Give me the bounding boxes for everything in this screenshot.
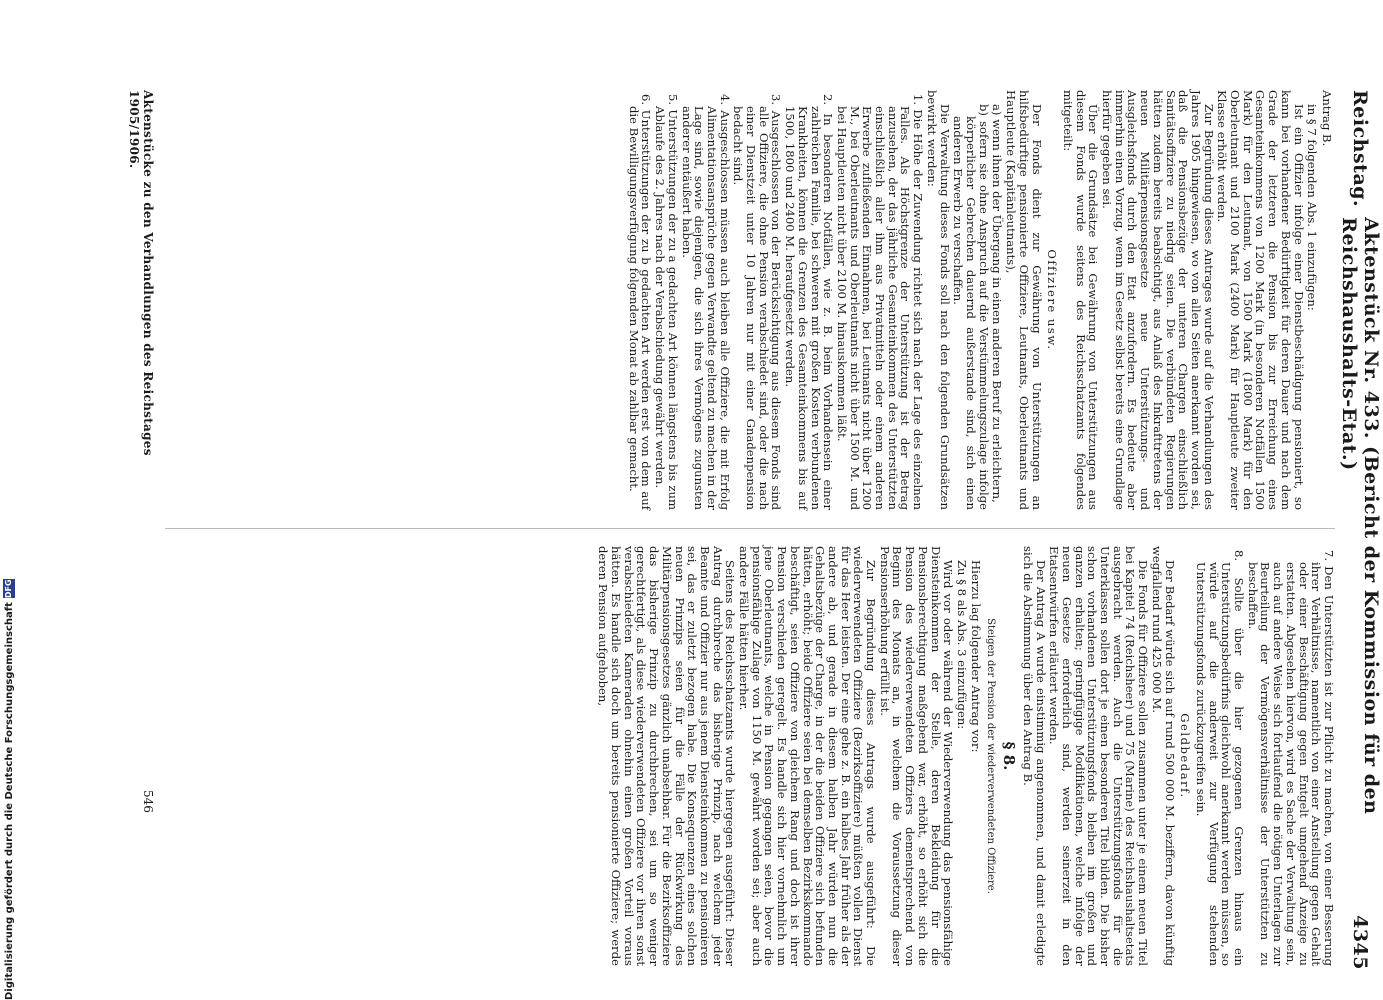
section-heading-money: Geldbedarf. — [1178, 713, 1193, 799]
list-item-5: 5. Unterstützungen der zu a gedachten Art können längstens bis zum Ablaufe des 2. Jahres nach der Verabschiedung gewährt werden. — [653, 94, 680, 510]
header-title: Aktenstück Nr. 433. (Bericht der Kommission für den Reichshaushalts-Etat.) — [1338, 217, 1382, 815]
paragraph: Der Antrag A wurde einstimmig angenommen, und damit erledigte sich die Abstimmung über den Antrag B. — [1020, 546, 1048, 966]
paragraph: Wird vor oder während der Wiederverwendung das pensionsfähige Diensteinkommen der Stelle, deren Bekleidung für die Pensionsberechtigung maßgebend war, erhöht, so erhöht sich die Pension des wiederverwendeten Offiziers dementsprechend von Beginn des Monats an, in welchem die Voraussetzung dieser Pensionserhöhung erfüllt ist. — [877, 546, 956, 966]
header-page-number: 4345 — [1349, 915, 1371, 970]
paragraph: Seitens des Reichsschatzamts wurde hiergegen ausgeführt: Dieser Antrag durchbreche das bisherige Prinzip, nach welchem jeder Beamte und Offizier nur aus jenem Diensteinkommen zu pensionieren sei, das er zuletzt bezogen habe. Die Konsequenzen eines solchen neuen Prinzips seien für die Fälle der Rückwirkung des Militärpensionsgesetzes gänzlich unabsehbar. Für die Bezirksoffiziere das bisherige Prinzip zu durchbrechen, sei um so weniger gerechtfertigt, als diese wiederverwendeten Offiziere vor ihren sonst verabschiedeten Kameraden ohnehin einen großen Vorteil voraus hätten. Es handle sich doch um bereits pensionierte Offiziere; werde deren Pension aufgehoben, — [596, 546, 738, 966]
dfg-logo-icon: DFG — [4, 579, 13, 599]
digitization-note-text: Digitalisierung gefördert durch die Deutsche Forschungsgemeinschaft — [3, 602, 15, 1000]
column-divider — [165, 528, 1335, 529]
page-header — [1338, 90, 1382, 970]
list-item-4: 4. Ausgeschlossen müssen auch bleiben alle Offiziere, die mit Erfolg Alimentationsansprüche gegen Verwandte geltend zu machen in der Lage sind, sowie diejenigen, die sich ihres Vermögens zugunsten anderer entäußert haben. — [679, 94, 732, 510]
page-footer: Aktenstücke zu den Verhandlungen des Reichstages 1905/1906. — [127, 90, 155, 456]
paragraph: Hierzu lag folgender Antrag vor: — [968, 560, 983, 753]
list-item-3: 3. Ausgeschlossen von der Berücksichtigung aus diesem Fonds sind alle Offiziere, die ohne Pension verabschiedet sind, oder die nach einer Dienstzeit unter 10 Jahren nur mit einer Gnadenpension bedacht sind. — [731, 94, 784, 510]
list-item-1: 1. Die Höhe der Zuwendung richtet sich nach der Lage des einzelnen Falles. Als Höchstgrenze der Unterstützung ist der Betrag anzusehen, der das jährliche Gesamteinkommen des Unterstützten einschließlich aller ihm aus Privatmitteln oder einem anderen Erwerbe zufließenden Einnahmen, bei Leutnants nicht über 1200 M., bei Oberleutnants und Oberleutnants nicht über 1500 M. und bei Hauptleuten nicht über 2100 M. hinauskommen läßt. — [834, 94, 926, 510]
footer-page-number: 546 — [141, 790, 155, 813]
section-sign-heading: § 8. — [1000, 741, 1019, 771]
paragraph: Ist ein Offizier infolge einer Dienstbeschädigung pensioniert, so kann bei vorhandener Bedürftigkeit für deren Dauer und nach dem Grade der letzteren die Pension bis zur Erreichung eines Gesamteinkommens von 1200 Mark (in besonderen Notfällen 1500 Mark) für den Leutnant, von 1500 Mark (1800 Mark) für den Oberleutnant und 2100 Mark (2400 Mark) für Hauptleute zweiter Klasse erhöht werden. — [1215, 90, 1306, 510]
list-item-b: b) sofern sie ohne Anspruch auf die Verstümmelungszulage infolge körperlicher Gebrechen dauernd außerstande sind, sich einen anderen Erwerb zu verschaffen. — [951, 104, 991, 510]
list-item-8: 8. Sollte über die hier gezogenen Grenzen hinaus ein Unterstützungsbedürfnis gleichwohl anerkannt werden müssen, so würde auf die anderweit zur Verfügung stehenden Unterstützungsfonds zurückzugreifen sein. — [1193, 550, 1247, 966]
paragraph: Zur Begründung dieses Antrags wurde ausgeführt: Die wiederverwendeten Offiziere (Bezirksoffiziere) müßten vollen Dienst für das Heer leisten. Der eine gehe z. B. ein halbes Jahr früher als der andere ab, und gerade in diesem halben Jahr würden nun die Gehaltsbezüge der Charge, in der die beiden Offiziere sich befunden hätten, erhöht; beide Offiziere seien bei demselben Bezirkskommando beschäftigt, seien Offiziere von gleichem Rang und doch ist ihrer Pension verschieden geregelt. Es handle sich hier vornehmlich um jene Oberleutnants, welche in Pension gegangen seien, bevor die pensionsfähige Zulage von 1150 M. gewährt worden sei; aber auch andere Fälle hätten hierher. — [737, 546, 879, 966]
paragraph: Der Fonds dient zur Gewährung von Unterstützungen an hilfsbedürftige pensionierte Offiziere, Leutnants, Oberleutnants und Hauptleute (Kapitänleutnants), — [1004, 90, 1044, 510]
paragraph: Über die Grundsätze bei Gewährung von Unterstützungen aus diesem Fonds wurde seitens des Reichsschatzamts folgendes mitgeteilt: — [1060, 90, 1101, 510]
section-subheading: Steigen der Pension der wiederverwendeten Offiziere. — [985, 618, 997, 894]
paragraph: Zur Begründung dieses Antrages wurde auf die Verhandlungen des Jahres 1905 hingewiesen, wo von allen Seiten anerkannt worden sei, daß die Pensionsbezüge der unteren Chargen einschließlich Sanitätsoffiziere zu niedrig seien. Die verbündeten Regierungen hätten zudem bereits beabsichtigt, aus Anlaß des Inkrafttretens der neuen Militärpensionsgesetze neue Unterstützungs- und Ausgleichsfonds durch den Etat anzufordern. Es bedeute aber immerhin einen Vorzug, wenn im Gesetz selbst bereits eine Grundlage hierfür gegeben sei. — [1100, 90, 1216, 510]
header-reichstag: Reichstag. — [1349, 90, 1371, 208]
paragraph: Zu § 8 als Abs. 3 einzufügen: — [955, 560, 970, 730]
page-content — [85, 90, 1382, 970]
antrag-b-label: Antrag B. — [1320, 90, 1334, 147]
paragraph: Die Verwaltung dieses Fonds soll nach den folgenden Grundsätzen bewirkt werden: — [924, 90, 952, 510]
paragraph: Die Fonds für Offiziere sollen zusammen unter je einem neuen Titel bei Kapitel 74 (Reichsheer) und 75 (Marine) des Reichshaushaltsetats ausgebracht werden. Auch die Unterstützungsfonds für die Unterklassen sollen dort je einen besonderen Titel bilden. Die bisher schon vorhandenen Unterstützungsfonds bleiben im großen und ganzen erhalten; geringfügige Modifikationen, welche infolge der neuen Gesetze erforderlich sind, werden seinerzeit in den Etatsentwürfen erläutert werden. — [1047, 546, 1151, 966]
list-item-7: 7. Den Unterstützten ist zur Pflicht zu machen, von einer Besserung ihrer Verhältnisse, namentlich von einer Anstellung gegen Gehalt oder einer Beschäftigung gegen Entgelt umgehend Anzeige zu erstatten. Abgesehen hiervon, wird es Sache der Verwaltung sein, auch auf andere Weise sich fortlaufend die nötigen Unterlagen zur Beurteilung der Vermögensverhältnisse der Unterstützten zu beschaffen. — [1245, 550, 1336, 966]
list-item-2: 2. In besonderen Notfällen, wie z. B. beim Vorhandensein einer zahlreichen Familie, bei schweren mit großen Kosten verbundenen Krankheiten, können die Grenzen des Gesamteinkommens bis auf 1500, 1800 und 2400 M. heraufgesetzt werden. — [783, 94, 836, 510]
list-item-a: a) wenn ihnen der Übergang in einen anderen Beruf zu erleichtern, — [990, 104, 1005, 503]
left-column — [626, 90, 1335, 510]
right-column — [596, 546, 1335, 966]
list-item-6: 6. Unterstützungen der zu b gedachten Art werden erst von dem auf die Bewilligungsverfügung folgenden Monat ab zahlbar gemacht. — [626, 94, 654, 510]
section-heading-officers: Offiziere usw. — [1045, 249, 1060, 351]
paragraph: Der Bedarf würde sich auf rund 500 000 M. beziffern, davon künftig wegfallend rund 425 000 M. — [1149, 546, 1177, 966]
paragraph: in § 7 folgenden Abs. 1 einzufügen: — [1305, 104, 1320, 311]
